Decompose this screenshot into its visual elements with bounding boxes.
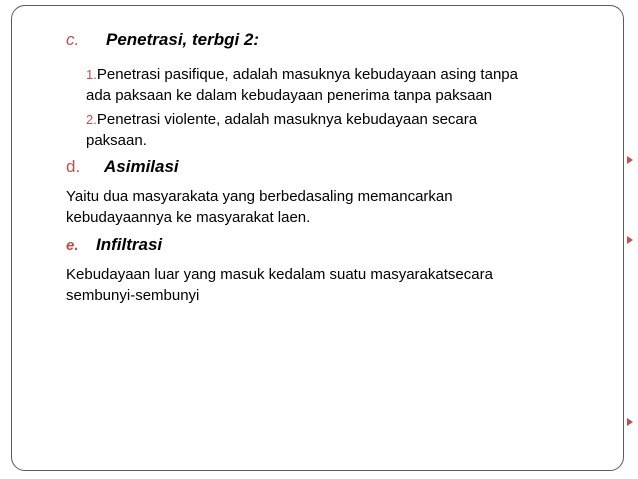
side-bullet-icon xyxy=(627,156,633,164)
section-e-line: sembunyi-sembunyi xyxy=(66,287,200,304)
item-number: 2. xyxy=(86,112,97,127)
section-c-title: Penetrasi, terbgi 2: xyxy=(106,30,260,49)
section-c-heading xyxy=(66,30,259,50)
section-c-item-2 xyxy=(86,109,477,151)
section-d-line: kebudayaannya ke masyarakat laen. xyxy=(66,209,311,226)
section-d-title: Asimilasi xyxy=(104,157,179,176)
section-e-line: Kebudayaan luar yang masuk kedalam suatu masyarakatsecara xyxy=(66,266,493,283)
item-number: 1. xyxy=(86,67,97,82)
section-e-heading xyxy=(66,235,162,255)
section-e-title: Infiltrasi xyxy=(96,235,163,254)
section-d-marker: d. xyxy=(66,157,81,176)
section-e-body xyxy=(66,264,493,306)
section-d-heading xyxy=(66,157,179,177)
item-text-cont: ada paksaan ke dalam kebudayaan penerima tanpa paksaan xyxy=(86,87,493,104)
item-text: Penetrasi violente, adalah masuknya kebudayaan secara xyxy=(96,111,478,128)
section-e-marker: e. xyxy=(66,237,79,254)
side-bullet-icon xyxy=(627,418,633,426)
section-c-item-1 xyxy=(86,64,518,106)
item-text-cont: paksaan. xyxy=(86,132,147,149)
section-d-body xyxy=(66,186,453,228)
section-c-marker: c. xyxy=(66,30,80,49)
item-text: Penetrasi pasifique, adalah masuknya kebudayaan asing tanpa xyxy=(96,66,518,83)
side-bullet-icon xyxy=(627,236,633,244)
section-d-line: Yaitu dua masyarakata yang berbedasaling memancarkan xyxy=(66,188,453,205)
